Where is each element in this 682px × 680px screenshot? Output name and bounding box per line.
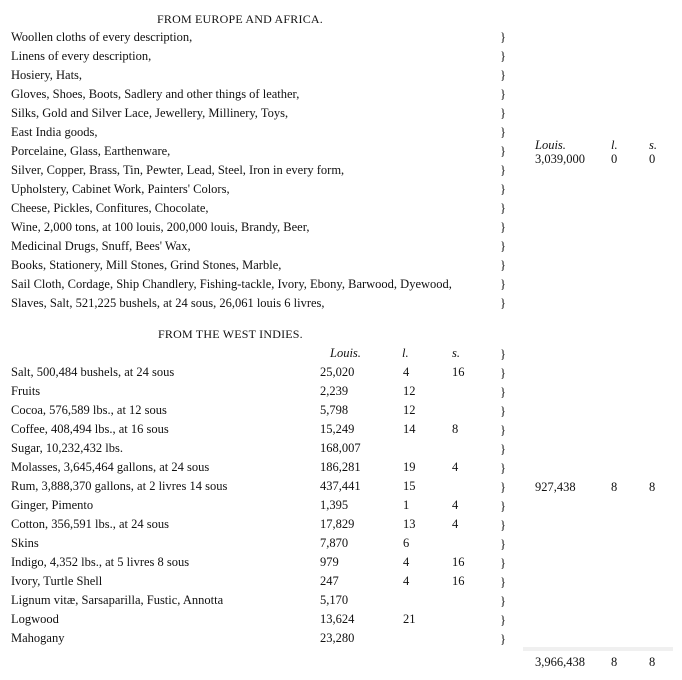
- wi-item-s: 4: [452, 517, 459, 531]
- wi-l-header: l.: [402, 346, 409, 360]
- wi-item-l: 12: [403, 403, 416, 417]
- wi-item-louis: 23,280: [320, 631, 355, 645]
- wi-item-l: 12: [403, 384, 416, 398]
- west-indies-heading: FROM THE WEST INDIES.: [158, 327, 303, 341]
- wi-item-l: 6: [403, 536, 410, 550]
- wi-item-louis: 25,020: [320, 365, 355, 379]
- europe-item: Books, Stationery, Mill Stones, Grind Stones, Marble,: [11, 258, 282, 272]
- brace-mark: }: [500, 480, 506, 494]
- wi-item-louis: 247: [320, 574, 339, 588]
- brace-mark: }: [500, 613, 506, 627]
- europe-total-l-header: l.: [611, 138, 618, 152]
- wi-item-louis: 1,395: [320, 498, 349, 512]
- brace-mark: }: [500, 404, 506, 418]
- wi-total-l: 8: [611, 480, 618, 494]
- brace-mark: }: [500, 182, 506, 196]
- wi-item-louis: 168,007: [320, 441, 361, 455]
- brace-mark: }: [500, 258, 506, 272]
- brace-mark: }: [500, 30, 506, 44]
- wi-louis-header: Louis.: [330, 346, 361, 360]
- wi-item-louis: 5,170: [320, 593, 349, 607]
- wi-item-s: 4: [452, 498, 459, 512]
- wi-item-desc: Cocoa, 576,589 lbs., at 12 sous: [11, 403, 167, 417]
- wi-item-desc: Rum, 3,888,370 gallons, at 2 livres 14 sous: [11, 479, 228, 493]
- wi-item-desc: Coffee, 408,494 lbs., at 16 sous: [11, 422, 169, 436]
- wi-item-l: 4: [403, 365, 410, 379]
- europe-item: Woollen cloths of every description,: [11, 30, 193, 44]
- wi-item-s: 16: [452, 555, 465, 569]
- wi-item-desc: Ivory, Turtle Shell: [11, 574, 103, 588]
- brace-mark: }: [500, 461, 506, 475]
- brace-mark: }: [500, 366, 506, 380]
- grand-total-s: 8: [649, 655, 656, 669]
- wi-item-l: 4: [403, 574, 410, 588]
- brace-mark: }: [500, 106, 506, 120]
- wi-item-desc: Ginger, Pimento: [11, 498, 94, 512]
- wi-item-s: 8: [452, 422, 459, 436]
- wi-item-s: 16: [452, 574, 465, 588]
- europe-total-l: 0: [611, 152, 618, 166]
- grand-total-l: 8: [611, 655, 618, 669]
- europe-item: Silver, Copper, Brass, Tin, Pewter, Lead, Steel, Iron in every form,: [11, 163, 345, 177]
- wi-item-s: 4: [452, 460, 459, 474]
- brace-mark: }: [500, 594, 506, 608]
- wi-item-louis: 5,798: [320, 403, 349, 417]
- wi-item-desc: Skins: [11, 536, 39, 550]
- wi-item-desc: Lignum vitæ, Sarsaparilla, Fustic, Annotta: [11, 593, 224, 607]
- wi-item-desc: Mahogany: [11, 631, 65, 645]
- europe-total-s-header: s.: [649, 138, 657, 152]
- brace-mark: }: [500, 442, 506, 456]
- brace-mark: }: [500, 49, 506, 63]
- wi-item-l: 21: [403, 612, 416, 626]
- wi-item-desc: Indigo, 4,352 lbs., at 5 livres 8 sous: [11, 555, 190, 569]
- brace-mark: }: [500, 556, 506, 570]
- brace-mark: }: [500, 68, 506, 82]
- brace-mark: }: [500, 201, 506, 215]
- wi-s-header: s.: [452, 346, 460, 360]
- brace-mark: }: [500, 163, 506, 177]
- wi-total-s: 8: [649, 480, 656, 494]
- brace-mark: }: [500, 347, 506, 361]
- wi-item-desc: Cotton, 356,591 lbs., at 24 sous: [11, 517, 169, 531]
- brace-mark: }: [500, 125, 506, 139]
- europe-item: Wine, 2,000 tons, at 100 louis, 200,000 louis, Brandy, Beer,: [11, 220, 310, 234]
- europe-item: Gloves, Shoes, Boots, Sadlery and other things of leather,: [11, 87, 300, 101]
- wi-item-louis: 186,281: [320, 460, 361, 474]
- brace-mark: }: [500, 220, 506, 234]
- europe-item: Upholstery, Cabinet Work, Painters' Colors,: [11, 182, 230, 196]
- wi-item-l: 1: [403, 498, 410, 512]
- brace-mark: }: [500, 239, 506, 253]
- brace-mark: }: [500, 518, 506, 532]
- wi-item-desc: Salt, 500,484 bushels, at 24 sous: [11, 365, 175, 379]
- europe-item: Medicinal Drugs, Snuff, Bees' Wax,: [11, 239, 191, 253]
- grand-total-louis: 3,966,438: [535, 655, 585, 669]
- europe-item: Linens of every description,: [11, 49, 152, 63]
- wi-item-louis: 979: [320, 555, 339, 569]
- europe-item: East India goods,: [11, 125, 98, 139]
- wi-item-desc: Logwood: [11, 612, 59, 626]
- europe-item: Sail Cloth, Cordage, Ship Chandlery, Fishing-tackle, Ivory, Ebony, Barwood, Dyewood,: [11, 277, 452, 291]
- wi-total-louis: 927,438: [535, 480, 576, 494]
- europe-item: Slaves, Salt, 521,225 bushels, at 24 sous, 26,061 louis 6 livres,: [11, 296, 325, 310]
- brace-mark: }: [500, 277, 506, 291]
- europe-total-louis-header: Louis.: [535, 138, 566, 152]
- brace-mark: }: [500, 575, 506, 589]
- wi-item-l: 14: [403, 422, 416, 436]
- brace-mark: }: [500, 423, 506, 437]
- europe-item: Cheese, Pickles, Confitures, Chocolate,: [11, 201, 209, 215]
- europe-total-s: 0: [649, 152, 656, 166]
- wi-item-l: 4: [403, 555, 410, 569]
- wi-item-desc: Molasses, 3,645,464 gallons, at 24 sous: [11, 460, 210, 474]
- wi-item-louis: 13,624: [320, 612, 355, 626]
- brace-mark: }: [500, 144, 506, 158]
- europe-item: Porcelaine, Glass, Earthenware,: [11, 144, 171, 158]
- europe-heading: FROM EUROPE AND AFRICA.: [157, 12, 323, 26]
- europe-item: Hosiery, Hats,: [11, 68, 83, 82]
- wi-item-louis: 15,249: [320, 422, 355, 436]
- wi-item-l: 15: [403, 479, 416, 493]
- wi-item-louis: 7,870: [320, 536, 349, 550]
- europe-item: Silks, Gold and Silver Lace, Jewellery, Millinery, Toys,: [11, 106, 289, 120]
- wi-item-louis: 17,829: [320, 517, 355, 531]
- wi-item-s: 16: [452, 365, 465, 379]
- wi-item-desc: Fruits: [11, 384, 41, 398]
- wi-item-l: 13: [403, 517, 416, 531]
- brace-mark: }: [500, 499, 506, 513]
- wi-item-louis: 2,239: [320, 384, 349, 398]
- wi-item-desc: Sugar, 10,232,432 lbs.: [11, 441, 123, 455]
- brace-mark: }: [500, 87, 506, 101]
- brace-mark: }: [500, 385, 506, 399]
- brace-mark: }: [500, 632, 506, 646]
- total-rule: [523, 647, 673, 651]
- europe-total-louis: 3,039,000: [535, 152, 585, 166]
- wi-item-louis: 437,441: [320, 479, 361, 493]
- wi-item-l: 19: [403, 460, 416, 474]
- brace-mark: }: [500, 296, 506, 310]
- brace-mark: }: [500, 537, 506, 551]
